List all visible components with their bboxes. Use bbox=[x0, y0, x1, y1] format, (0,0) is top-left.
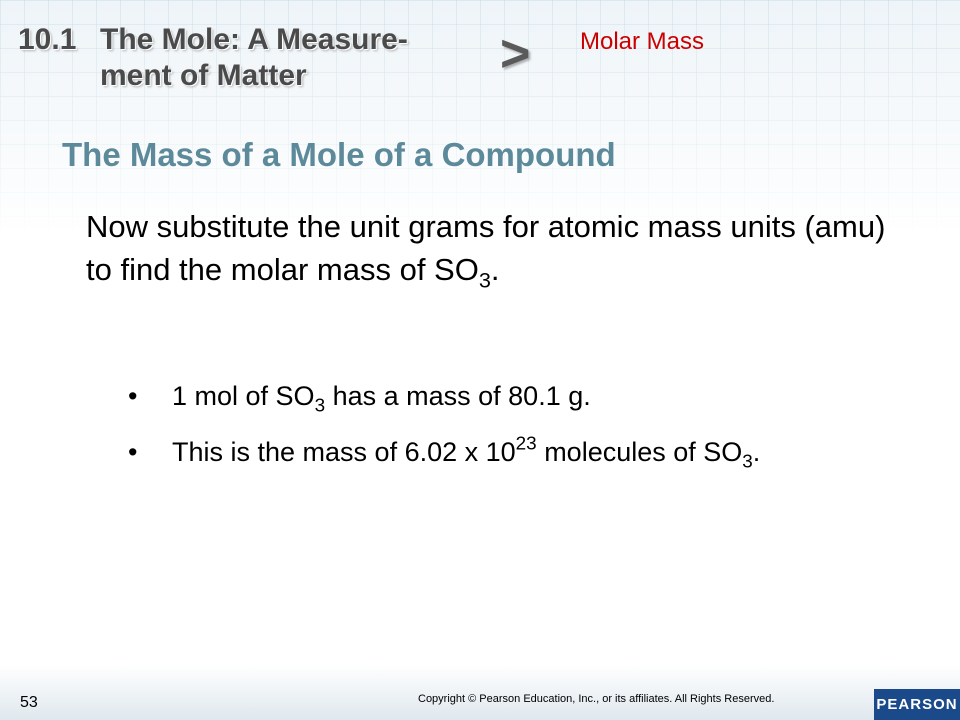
bullet-subscript: 3 bbox=[314, 395, 326, 417]
page-number: 53 bbox=[20, 694, 38, 711]
bullet-marker: • bbox=[128, 436, 138, 467]
body-paragraph bbox=[86, 205, 906, 291]
bullet-item bbox=[128, 433, 908, 473]
bullet-subscript: 3 bbox=[742, 451, 753, 473]
section-title-line2: ment of Matter bbox=[100, 59, 307, 92]
chevron-right-icon: > bbox=[500, 25, 531, 83]
body-text-part1: Now substitute the unit grams for atomic mass units (amu) to find the molar mass of SO bbox=[86, 209, 886, 288]
pearson-logo: PEARSON bbox=[874, 689, 960, 720]
bullet-superscript: 23 bbox=[515, 433, 537, 455]
copyright-notice: Copyright © Pearson Education, Inc., or its affiliates. All Rights Reserved. bbox=[418, 693, 775, 705]
bullet-text: 1 mol of SO bbox=[172, 381, 315, 411]
bullet-marker: • bbox=[128, 381, 138, 411]
section-title-line1: The Mole: A Measure- bbox=[100, 23, 408, 56]
body-text-part2: . bbox=[490, 252, 500, 288]
section-header bbox=[18, 22, 408, 94]
body-subscript: 3 bbox=[478, 267, 491, 293]
bullet-list bbox=[128, 380, 908, 492]
bullet-item bbox=[128, 380, 908, 417]
slide-title: The Mass of a Mole of a Compound bbox=[62, 136, 616, 173]
bullet-text: has a mass of 80.1 g. bbox=[325, 381, 591, 411]
bullet-text: This is the mass of 6.02 x 10 bbox=[172, 436, 516, 467]
subtopic-label: Molar Mass bbox=[580, 28, 705, 55]
bullet-text: . bbox=[752, 436, 761, 467]
bullet-text: molecules of SO bbox=[536, 436, 743, 467]
section-number: 10.1 bbox=[18, 23, 77, 56]
